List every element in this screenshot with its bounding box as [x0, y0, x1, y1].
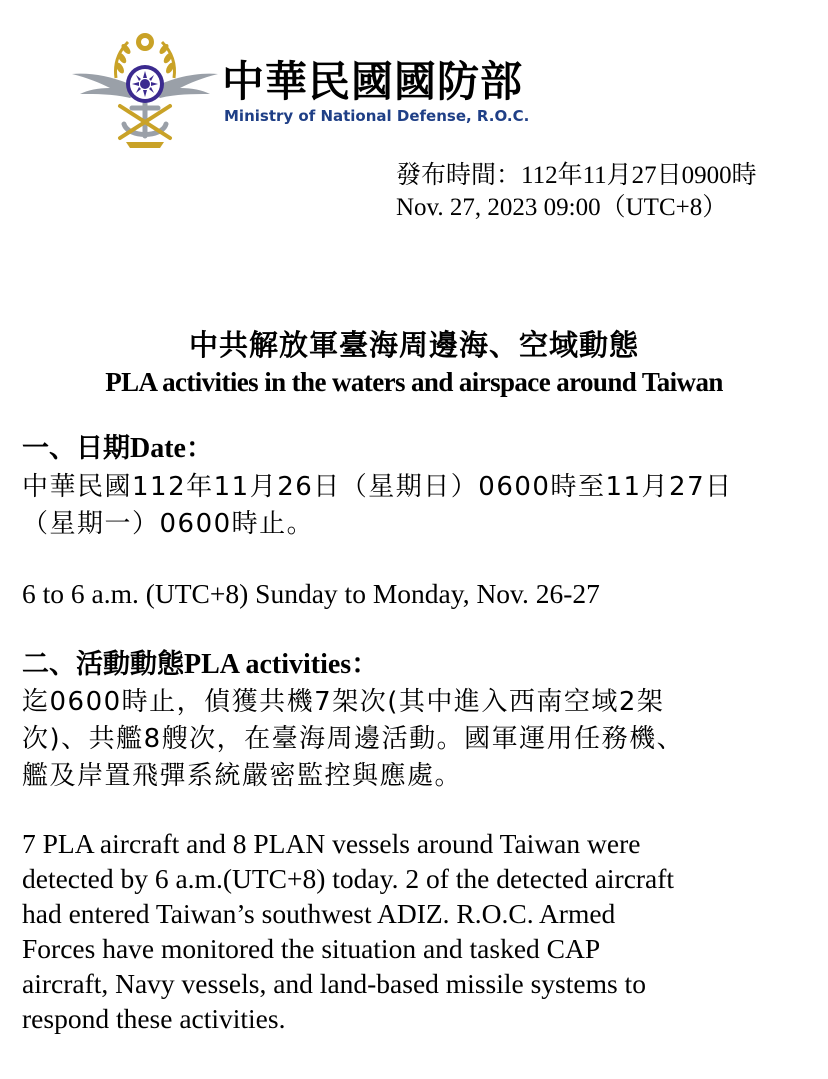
section-date-english-line: 6 to 6 a.m. (UTC+8) Sunday to Monday, Nov. 26-27	[22, 578, 600, 609]
section-activities-english-line-3: had entered Taiwan’s southwest ADIZ. R.O.C. Armed	[22, 898, 616, 929]
section-activities-chinese-line-2: 次)、共艦8艘次，在臺海周邊活動。國軍運用任務機、	[22, 724, 685, 754]
section-activities-english-line-4: Forces have monitored the situation and tasked CAP	[22, 933, 601, 964]
section-activities-heading	[22, 647, 378, 683]
section-activities-heading-suffix: ：	[351, 649, 379, 680]
organization-name-chinese: 中華民國國防部	[222, 57, 524, 106]
section-activities-chinese-text	[22, 684, 812, 795]
section-activities-english-line-1: 7 PLA aircraft and 8 PLAN vessels around Taiwan were	[22, 828, 641, 859]
release-time	[396, 160, 757, 224]
mnd-emblem-icon	[70, 28, 220, 150]
section-activities-chinese-line-1: 迄0600時止，偵獲共機7架次(其中進入西南空域2架	[22, 687, 665, 717]
document-title-english: PLA activities in the waters and airspace around Taiwan	[105, 367, 723, 397]
section-date-heading	[22, 431, 213, 467]
release-time-chinese: 發布時間：112年11月27日0900時	[396, 162, 757, 189]
section-activities-english-line-2: detected by 6 a.m.(UTC+8) today. 2 of the detected aircraft	[22, 863, 675, 894]
section-activities-heading-chinese: 二、活動動態	[22, 649, 184, 680]
section-activities-english-line-6: respond these activities.	[22, 1003, 286, 1034]
section-date-chinese-line-1: 中華民國112年11月26日（星期日）0600時至11月27日	[22, 472, 733, 502]
section-date-chinese-line-2: （星期一）0600時止。	[22, 509, 315, 539]
section-date-heading-english: Date	[130, 433, 186, 464]
section-date-chinese-text	[22, 469, 812, 543]
section-activities-english-line-5: aircraft, Navy vessels, and land-based missile systems to	[22, 968, 646, 999]
release-time-english: Nov. 27, 2023 09:00（UTC+8）	[396, 194, 728, 221]
section-date-english-text	[22, 576, 822, 611]
document-title-chinese: 中共解放軍臺海周邊海、空域動態	[188, 328, 639, 362]
section-date-heading-suffix: ：	[185, 433, 213, 464]
organization-name-english: Ministry of National Defense, R.O.C.	[224, 107, 530, 125]
section-activities-chinese-line-3: 艦及岸置飛彈系統嚴密監控與應處。	[22, 761, 463, 791]
section-date-heading-chinese: 一、日期	[22, 433, 130, 464]
section-activities-heading-english: PLA activities	[184, 649, 352, 680]
section-activities-english-text	[22, 826, 822, 1036]
